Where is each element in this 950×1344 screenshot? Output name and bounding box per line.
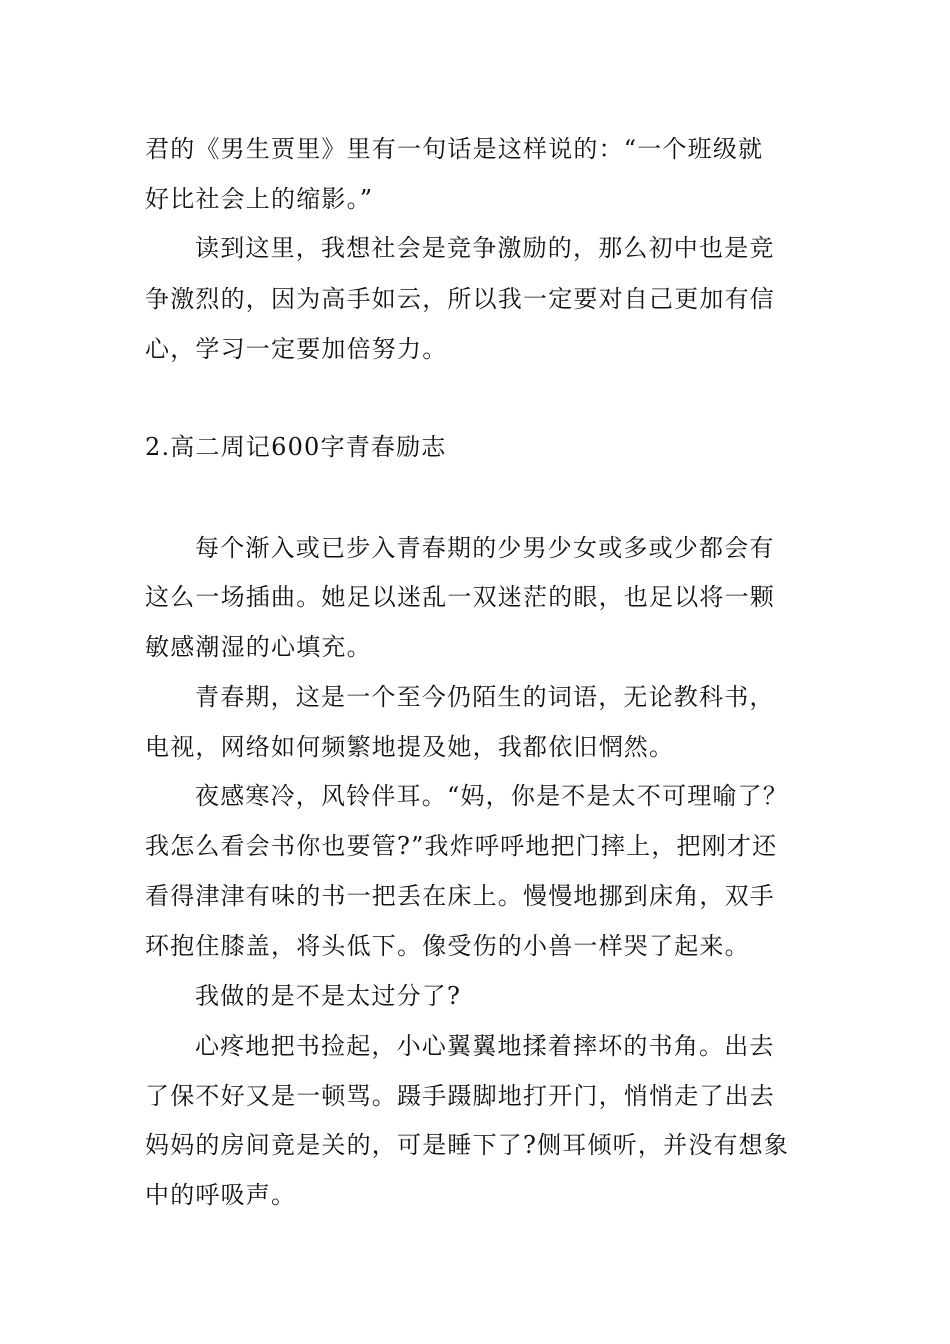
paragraph-line: 环抱住膝盖，将头低下。像受伤的小兽一样哭了起来。 <box>145 932 750 960</box>
paragraph-line: 我怎么看会书你也要管?”我炸呼呼地把门摔上，把刚才还 <box>145 832 778 860</box>
paragraph-line: 了保不好又是一顿骂。蹑手蹑脚地打开门，悄悄走了出去 <box>145 1082 775 1110</box>
section-heading: 2.高二周记600字青春励志 <box>145 433 447 461</box>
paragraph-line: 妈妈的房间竟是关的，可是睡下了?侧耳倾听，并没有想象 <box>145 1131 790 1159</box>
paragraph-line: 看得津津有味的书一把丢在床上。慢慢地挪到床角，双手 <box>145 882 775 910</box>
paragraph-line: 每个渐入或已步入青春期的少男少女或多或少都会有 <box>195 534 775 562</box>
paragraph-line: 争激烈的，因为高手如云，所以我一定要对自己更加有信 <box>145 285 775 313</box>
paragraph-line: 心疼地把书捡起，小心翼翼地揉着摔坏的书角。出去 <box>195 1032 775 1060</box>
paragraph-line: 夜感寒冷，风铃伴耳。“妈，你是不是太不可理喻了？ <box>195 782 789 810</box>
paragraph-line: 青春期，这是一个至今仍陌生的词语，无论教科书， <box>195 683 775 711</box>
paragraph-line: 君的《男生贾里》里有一句话是这样说的：“一个班级就 <box>145 135 764 163</box>
paragraph-line: 我做的是不是太过分了? <box>195 982 462 1010</box>
paragraph-line: 这么一场插曲。她足以迷乱一双迷茫的眼，也足以将一颗 <box>145 583 775 611</box>
paragraph-line: 中的呼吸声。 <box>145 1181 297 1209</box>
paragraph-line: 读到这里，我想社会是竞争激励的，那么初中也是竞 <box>195 234 775 262</box>
paragraph-line: 电视，网络如何频繁地提及她，我都依旧惘然。 <box>145 733 675 761</box>
paragraph-line: 好比社会上的缩影。” <box>145 185 374 213</box>
paragraph-line: 心，学习一定要加倍努力。 <box>145 335 448 363</box>
paragraph-line: 敏感潮湿的心填充。 <box>145 633 372 661</box>
